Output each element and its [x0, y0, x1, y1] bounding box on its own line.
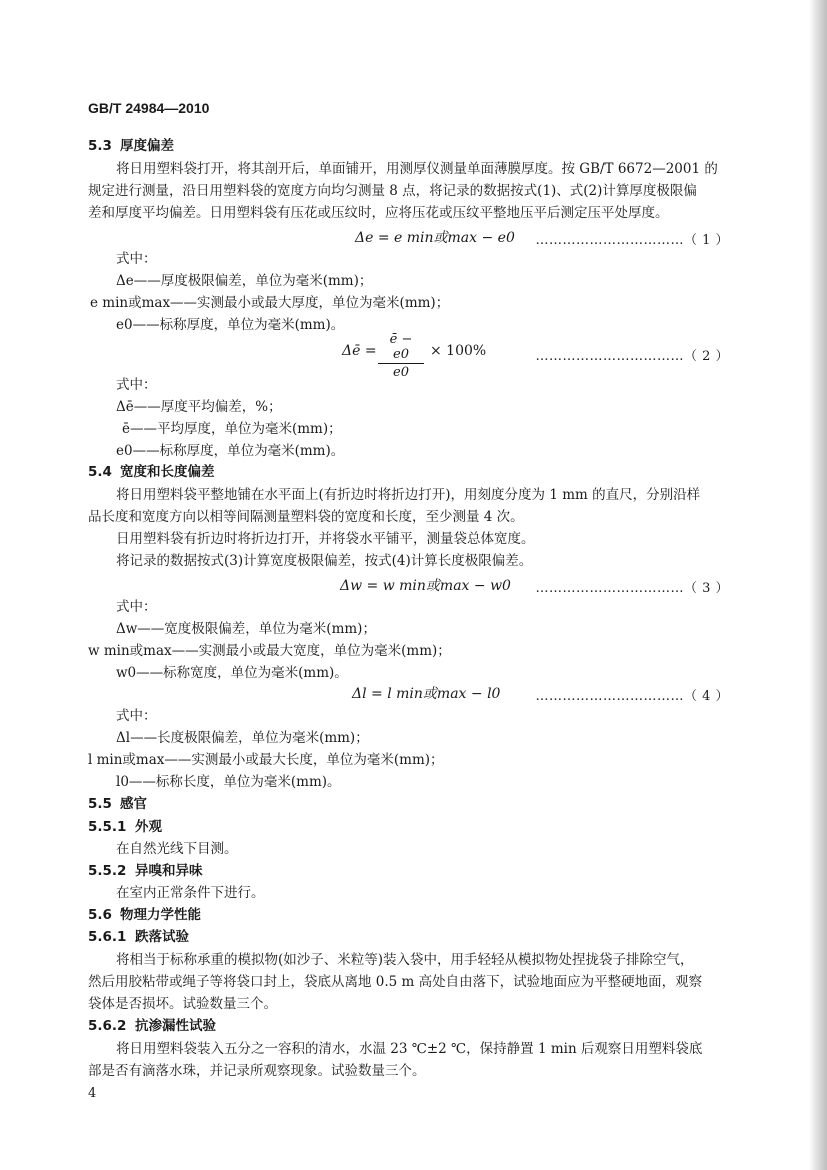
paragraph-line: 将相当于标称承重的模拟物(如沙子、米粒等)装入袋中，用手轻轻从模拟物处捏拢袋子排除空气， [116, 952, 694, 968]
paragraph-line: 部是否有滴落水珠，并记录所观察现象。试验数量三个。 [88, 1063, 426, 1079]
paragraph-line: 然后用胶粘带或绳子等将袋口封上，袋底从离地 0.5 m 高处自由落下，试验地面应为平整硬地面，观察 [88, 974, 703, 990]
equation-3: Δw = w min或max − w0 [340, 578, 511, 594]
section-5-5-1-number: 5.5.1 [88, 819, 127, 835]
paragraph-line: 日用塑料袋有折边时将折边打开，并将袋水平铺平，测量袋总体宽度。 [116, 531, 535, 547]
section-5-5-1-title: 外观 [135, 819, 162, 835]
paragraph-line: 将记录的数据按式(3)计算宽度极限偏差，按式(4)计算长度极限偏差。 [116, 553, 533, 569]
definition-item: Δl——长度极限偏差，单位为毫米(mm)； [116, 730, 369, 746]
definition-item: Δē——厚度平均偏差，%； [116, 399, 282, 415]
definition-item: ē——平均厚度，单位为毫米(mm)； [122, 421, 342, 437]
equation-2-denominator: e0 [393, 365, 409, 380]
definition-item: l0——标称长度，单位为毫米(mm)。 [116, 774, 341, 790]
section-5-6-1-title: 跌落试验 [135, 929, 189, 945]
equation-2-fraction [378, 332, 424, 380]
paragraph-line: 将日用塑料袋装入五分之一容积的清水，水温 23 ℃±2 ℃，保持静置 1 min 后观察日用塑料袋底 [116, 1041, 703, 1057]
paragraph-line: 将日用塑料袋平整地铺在水平面上(有折边时将折边打开)，用刻度分度为 1 mm 的直尺，分别沿样 [116, 487, 701, 503]
standard-number: GB/T 24984—2010 [88, 100, 210, 116]
section-5-3-number: 5.3 [88, 138, 112, 154]
section-5-6-title: 物理力学性能 [120, 907, 201, 923]
equation-2-number: ……………………………（ 2 ） [535, 349, 729, 364]
paragraph-line: 差和厚度平均偏差。日用塑料袋有压花或压纹时，应将压花或压纹平整地压平后测定压平处厚度。 [88, 205, 669, 221]
paragraph-line: 将日用塑料袋打开，将其剖开后，单面铺开，用测厚仪测量单面薄膜厚度。按 GB/T 6672—2001 的 [116, 161, 718, 177]
equation-2-tail: × 100% [430, 343, 487, 359]
equation-1: Δe = e min或max − e0 [355, 230, 515, 246]
definition-item: e min或max——实测最小或最大厚度，单位为毫米(mm)； [90, 295, 450, 311]
section-5-5-2-number: 5.5.2 [88, 863, 127, 879]
definition-item: w min或max——实测最小或最大宽度，单位为毫米(mm)； [88, 643, 451, 659]
where-label: 式中： [116, 599, 157, 615]
definition-item: w0——标称宽度，单位为毫米(mm)。 [116, 665, 348, 681]
where-label: 式中： [116, 377, 157, 393]
equation-4-number: ……………………………（ 4 ） [535, 689, 729, 704]
paragraph-line: 品长度和宽度方向以相等间隔测量塑料袋的宽度和长度，至少测量 4 次。 [88, 509, 524, 525]
definition-item: e0——标称厚度，单位为毫米(mm)。 [116, 317, 345, 333]
section-5-5-title: 感官 [120, 796, 147, 812]
paragraph-line: 规定进行测量，沿日用塑料袋的宽度方向均匀测量 8 点，将记录的数据按式(1)、式(2)计算厚度极限偏 [88, 183, 697, 199]
equation-4: Δl = l min或max − l0 [352, 686, 501, 702]
paragraph-line: 袋体是否损坏。试验数量三个。 [88, 996, 277, 1012]
section-5-5-2-title: 异嗅和异味 [135, 863, 203, 879]
section-5-5-number: 5.5 [88, 796, 112, 812]
definition-item: Δw——宽度极限偏差，单位为毫米(mm)； [116, 621, 376, 637]
paragraph-line: 在自然光线下目测。 [116, 841, 238, 857]
equation-3-number: ……………………………（ 3 ） [535, 581, 729, 596]
where-label: 式中： [116, 251, 157, 267]
equation-1-number: ……………………………（ 1 ） [535, 233, 729, 248]
definition-item: Δe——厚度极限偏差，单位为毫米(mm)； [116, 273, 373, 289]
section-5-6-2-number: 5.6.2 [88, 1018, 127, 1034]
definition-item: e0——标称厚度，单位为毫米(mm)。 [116, 443, 345, 459]
equation-2-lhs: Δē = [342, 343, 377, 359]
definition-item: l min或max——实测最小或最大长度，单位为毫米(mm)； [88, 752, 444, 768]
where-label: 式中： [116, 708, 157, 724]
section-5-6-2-title: 抗渗漏性试验 [135, 1018, 216, 1034]
section-5-4-title: 宽度和长度偏差 [120, 464, 215, 480]
section-5-6-number: 5.6 [88, 907, 112, 923]
section-5-6-1-number: 5.6.1 [88, 929, 127, 945]
section-5-4-number: 5.4 [88, 464, 112, 480]
page-number: 4 [88, 1086, 97, 1101]
paragraph-line: 在室内正常条件下进行。 [116, 885, 265, 901]
section-5-3-title: 厚度偏差 [120, 138, 174, 154]
equation-2-numerator: ē − e0 [378, 332, 424, 364]
scan-edge-shadow [809, 0, 827, 1170]
